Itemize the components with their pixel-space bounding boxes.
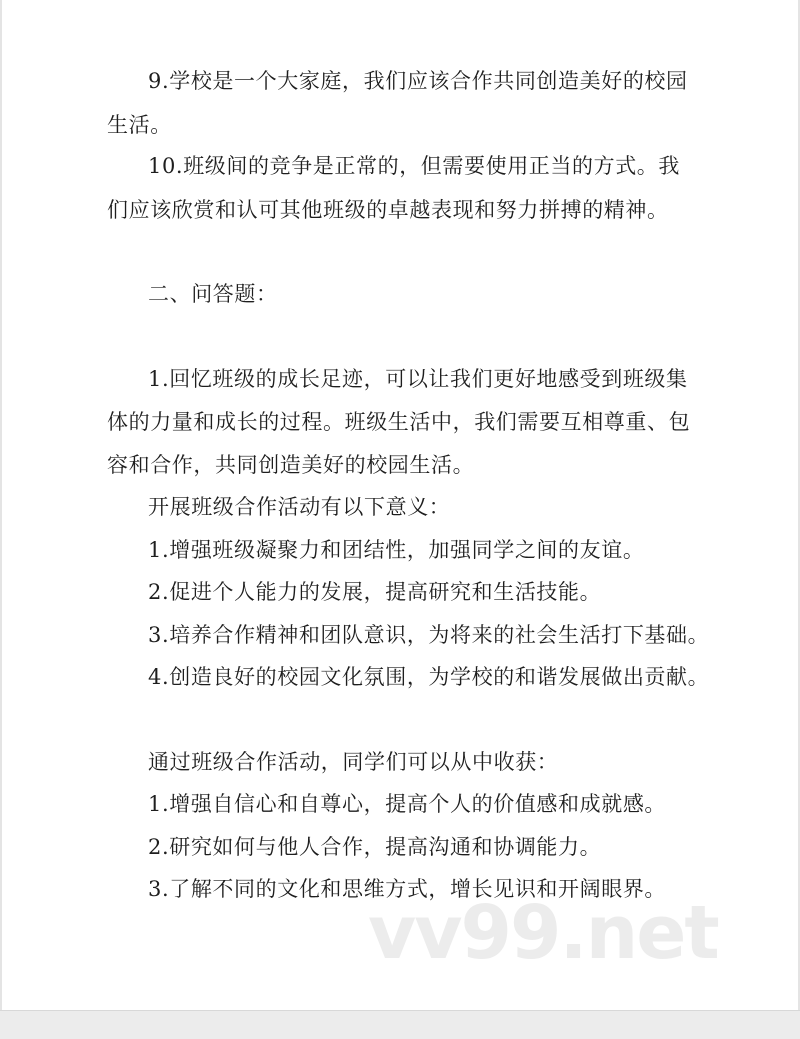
answer-1-line-3: 容和合作，共同创造美好的校园生活。 — [107, 453, 475, 477]
significance-item-4: 4.创造良好的校园文化氛围，为学校的和谐发展做出贡献。 — [148, 665, 710, 689]
significance-item-3: 3.培养合作精神和团队意识，为将来的社会生活打下基础。 — [148, 623, 710, 647]
page-border-left — [0, 0, 2, 1010]
gains-item-3: 3.了解不同的文化和思维方式，增长见识和开阔眼界。 — [148, 877, 667, 901]
page-bottom-strip — [0, 1010, 800, 1039]
site-watermark: vv99.net — [368, 890, 718, 976]
gains-intro: 通过班级合作活动，同学们可以从中收获： — [148, 750, 559, 774]
gains-item-1: 1.增强自信心和自尊心，提高个人的价值感和成就感。 — [148, 792, 667, 816]
section-heading-qa: 二、问答题： — [148, 282, 278, 306]
paragraph-line-10: 10.班级间的竞争是正常的，但需要使用正当的方式。我 — [148, 154, 680, 178]
paragraph-line-10-cont: 们应该欣赏和认可其他班级的卓越表现和努力拼搏的精神。 — [107, 198, 669, 222]
answer-1-line-1: 1.回忆班级的成长足迹，可以让我们更好地感受到班级集 — [148, 367, 688, 391]
paragraph-line-9: 9.学校是一个大家庭，我们应该合作共同创造美好的校园 — [148, 69, 688, 93]
gains-item-2: 2.研究如何与他人合作，提高沟通和协调能力。 — [148, 835, 602, 859]
significance-item-1: 1.增强班级凝聚力和团结性，加强同学之间的友谊。 — [148, 538, 645, 562]
significance-item-2: 2.促进个人能力的发展，提高研究和生活技能。 — [148, 580, 602, 604]
paragraph-line-9-cont: 生活。 — [107, 113, 172, 137]
answer-1-line-2: 体的力量和成长的过程。班级生活中，我们需要互相尊重、包 — [107, 410, 691, 434]
significance-intro: 开展班级合作活动有以下意义： — [148, 495, 451, 519]
